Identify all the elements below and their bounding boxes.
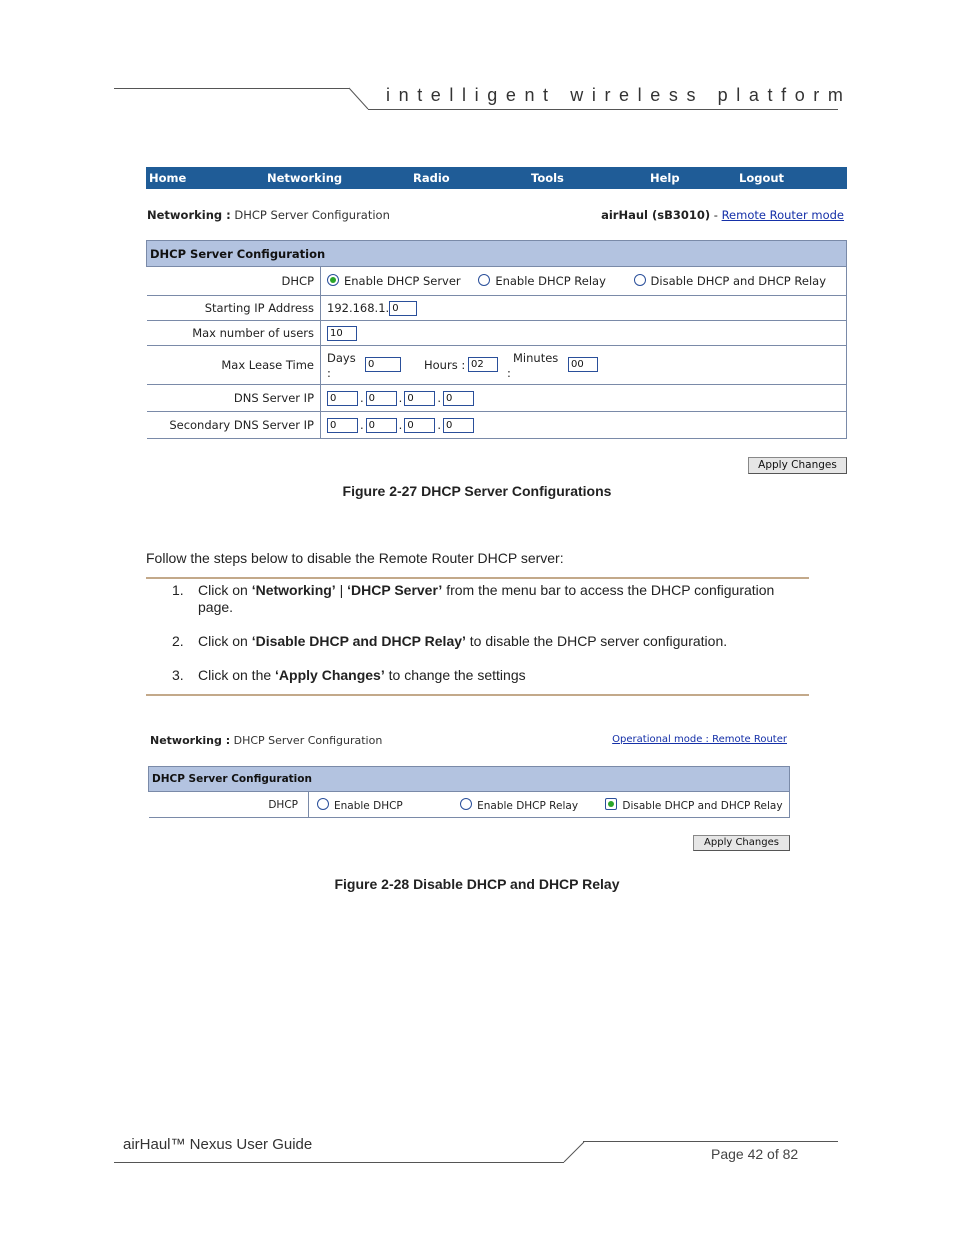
device-sep: - [713,208,718,222]
header-rule-left [114,88,349,89]
radio-enable-dhcp-relay[interactable]: Enable DHCP Relay [478,274,606,288]
dhcp-options [321,267,847,296]
hours-label: Hours : [424,358,466,372]
days-input[interactable]: 0 [365,357,401,372]
dns-octet-2[interactable]: 0 [366,391,397,406]
max-users-cell [321,321,847,346]
dns-label: DNS Server IP [147,385,321,412]
start-ip-cell [321,296,847,321]
radio-icon [634,274,646,286]
radio-disable-dhcp[interactable]: Disable DHCP and DHCP Relay [634,274,826,288]
minutes-label: Minutes [513,351,559,365]
dns2-octet-4[interactable]: 0 [443,418,474,433]
radio-selected-icon [327,274,339,286]
mode-link-2: Operational mode : Remote Router [612,734,787,745]
minutes-colon: : [507,366,511,380]
breadcrumb [147,208,390,222]
breadcrumb-2 [150,734,382,747]
nav-logout[interactable]: Logout [739,171,785,185]
hours-input[interactable]: 02 [468,357,498,372]
minutes-input[interactable]: 00 [568,357,598,372]
mode-link[interactable]: Remote Router mode [721,208,844,222]
dns2-octet-2[interactable]: 0 [366,418,397,433]
start-ip-last-input[interactable]: 0 [389,301,417,316]
breadcrumb-section: Networking : [147,208,231,222]
steps-rule-bottom [146,694,809,696]
max-users-label: Max number of users [147,321,321,346]
dns2-octet-1[interactable]: 0 [327,418,358,433]
max-users-input[interactable]: 10 [327,326,357,341]
dns2-label: Secondary DNS Server IP [147,412,321,439]
footer-rule-right [583,1141,838,1142]
radio-enable-dhcp-relay[interactable]: Enable DHCP Relay [460,800,578,812]
dns-octet-1[interactable]: 0 [327,391,358,406]
nav-bar [146,167,847,189]
radio-icon [317,798,329,810]
lease-label: Max Lease Time [147,346,321,385]
breadcrumb-page: DHCP Server Configuration [234,208,390,222]
nav-tools[interactable]: Tools [531,171,564,185]
lease-cell [321,346,847,385]
device-name: airHaul (sB3010) [601,208,711,222]
table-title: DHCP Server Configuration [149,767,790,792]
page-number: Page 42 of 82 [711,1146,799,1162]
header-tagline: intelligent wireless platform [386,85,852,105]
dhcp-label: DHCP [149,792,309,818]
device-info [601,208,844,222]
dns-octet-4[interactable]: 0 [443,391,474,406]
table-title: DHCP Server Configuration [147,241,847,267]
footer-rule-left [114,1162,564,1163]
radio-disable-dhcp[interactable]: Disable DHCP and DHCP Relay [605,800,782,812]
dhcp-label: DHCP [147,267,321,296]
breadcrumb-section: Networking : [150,734,231,747]
dns-octet-3[interactable]: 0 [404,391,435,406]
nav-radio[interactable]: Radio [413,171,450,185]
dhcp-config-table [146,240,847,439]
radio-enable-dhcp-server[interactable]: Enable DHCP Server [327,274,461,288]
dns2-octet-3[interactable]: 0 [404,418,435,433]
header-rule-slant [348,87,370,111]
footer-guide-title: airHaul™ Nexus User Guide [123,1136,313,1153]
dhcp-config-table-2 [148,766,790,818]
nav-help[interactable]: Help [650,171,680,185]
breadcrumb-page: DHCP Server Configuration [233,734,383,747]
figure-caption-2: Figure 2-28 Disable DHCP and DHCP Relay [334,876,620,892]
radio-selected-icon [605,798,617,810]
start-ip-label: Starting IP Address [147,296,321,321]
nav-home[interactable]: Home [149,171,187,185]
days-label: Days [327,351,356,365]
header-rule-right [368,109,838,110]
days-colon: : [327,366,331,380]
start-ip-prefix: 192.168.1. [327,300,390,315]
apply-changes-button[interactable]: Apply Changes [748,457,847,474]
intro-paragraph: Follow the steps below to disable the Remote Router DHCP server: [146,550,564,566]
dns-cell: 0 . 0 . 0 . 0 [321,385,847,412]
dhcp-options [309,792,790,818]
radio-icon [478,274,490,286]
nav-networking[interactable]: Networking [267,171,343,185]
footer-rule-slant [562,1140,586,1164]
radio-enable-dhcp[interactable]: Enable DHCP [317,800,403,812]
radio-icon [460,798,472,810]
apply-changes-button-2[interactable]: Apply Changes [693,835,790,851]
figure-caption-1: Figure 2-27 DHCP Server Configurations [342,483,612,499]
dns2-cell: 0 . 0 . 0 . 0 [321,412,847,439]
steps-rule-top [146,577,809,579]
